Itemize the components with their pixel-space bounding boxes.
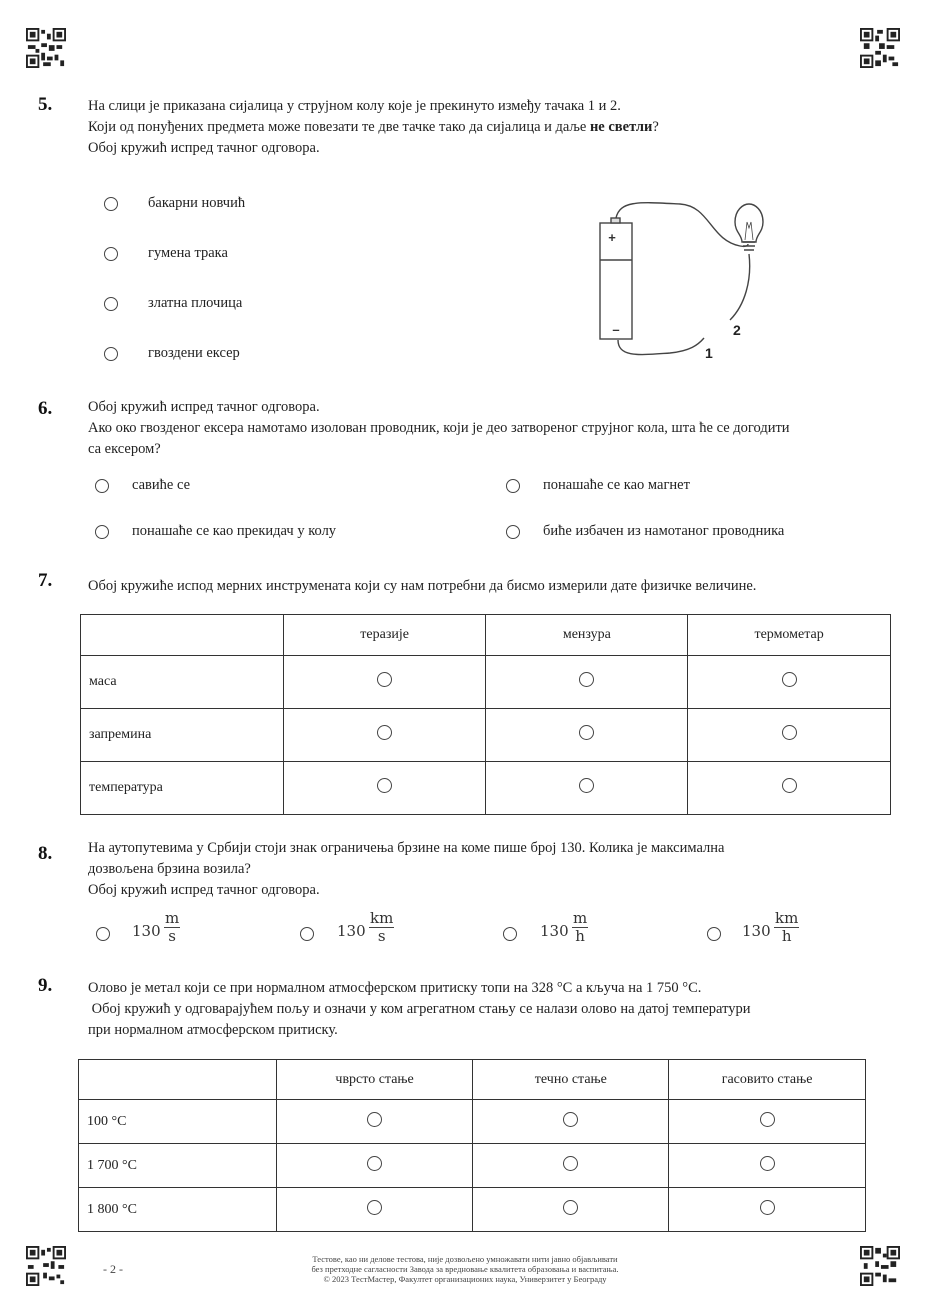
battery-minus-label: – bbox=[612, 322, 620, 337]
question-9-number: 9. bbox=[38, 975, 53, 996]
q5-option-2-radio[interactable] bbox=[104, 247, 118, 261]
page-number: - 2 - bbox=[103, 1262, 123, 1276]
q6-option-2-label: понашаће се као магнет bbox=[543, 477, 690, 493]
q8-option-4-radio[interactable] bbox=[707, 927, 721, 941]
footer-copyright: Тестове, као ни делове тестова, није дозвољено умножавати нити јавно објављивати без претходне сагласности Завода за вредновање квалитета образовања и васпитања. © 2023 ТестМастер, Факултет организационих наука, Универзитет у Београду bbox=[311, 1254, 619, 1284]
q5-option-3-label: златна плочица bbox=[148, 295, 243, 311]
q5-option-3-radio[interactable] bbox=[104, 297, 118, 311]
answer-radio[interactable] bbox=[563, 1156, 578, 1171]
q8-option-1-value: 130 m s bbox=[132, 909, 180, 945]
question-5-text bbox=[88, 96, 659, 159]
row-label: температура bbox=[81, 762, 284, 815]
answer-radio[interactable] bbox=[367, 1156, 382, 1171]
q5-option-4-radio[interactable] bbox=[104, 347, 118, 361]
question-7-text: Обој кружиће испод мерних инструмената који су нам потребни да бисмо измерили дате физичке величине. bbox=[88, 578, 757, 594]
question-9-text bbox=[88, 978, 751, 1041]
wire-plus bbox=[616, 203, 748, 247]
question-8-line-1: На аутопутевима у Србији стоји знак ограничења брзине на коме пише број 130. Колика је максимална bbox=[88, 840, 725, 856]
qr-code-icon bbox=[860, 1246, 900, 1286]
answer-radio[interactable] bbox=[782, 778, 797, 793]
question-6-number: 6. bbox=[38, 398, 53, 419]
answer-radio[interactable] bbox=[760, 1156, 775, 1171]
answer-radio[interactable] bbox=[760, 1200, 775, 1215]
answer-radio[interactable] bbox=[782, 672, 797, 687]
question-9-line-2: Обој кружић у одговарајућем пољу и означи у ком агрегатном стању се налази олово на датој температури bbox=[88, 1001, 751, 1017]
qr-code-icon bbox=[860, 28, 900, 68]
q6-option-3-radio[interactable] bbox=[95, 525, 109, 539]
q8-option-2-radio[interactable] bbox=[300, 927, 314, 941]
q9-table bbox=[78, 1059, 866, 1232]
answer-radio[interactable] bbox=[367, 1200, 382, 1215]
row-label: 1 800 °C bbox=[79, 1188, 277, 1232]
battery-plus-label: + bbox=[608, 230, 616, 245]
answer-radio[interactable] bbox=[367, 1112, 382, 1127]
q8-option-3-value: 130 m h bbox=[540, 909, 588, 945]
answer-radio[interactable] bbox=[377, 725, 392, 740]
table-header-cell: теразије bbox=[283, 615, 486, 656]
q8-option-3-radio[interactable] bbox=[503, 927, 517, 941]
q6-option-4-radio[interactable] bbox=[506, 525, 520, 539]
table-row bbox=[79, 1188, 866, 1232]
emphasis-text: не светли bbox=[589, 119, 653, 135]
q6-option-2-radio[interactable] bbox=[506, 479, 520, 493]
q8-option-1-radio[interactable] bbox=[96, 927, 110, 941]
question-5-line-1: На слици је приказана сијалица у струјном колу које је прекинуто између тачака 1 и 2. bbox=[88, 98, 621, 114]
q7-table bbox=[80, 614, 891, 815]
row-label: маса bbox=[81, 656, 284, 709]
qr-code-icon bbox=[26, 28, 66, 68]
point-2-label: 2 bbox=[733, 322, 741, 338]
table-header-cell bbox=[79, 1060, 277, 1100]
table-header-cell: термометар bbox=[688, 615, 891, 656]
question-8-line-3: Обој кружић испред тачног одговора. bbox=[88, 882, 320, 898]
point-1-label: 1 bbox=[705, 345, 713, 361]
row-label: запремина bbox=[81, 709, 284, 762]
question-6-line-3: са ексером? bbox=[88, 441, 161, 457]
q5-option-4-label: гвоздени ексер bbox=[148, 345, 240, 361]
question-6-line-1: Обој кружић испред тачног одговора. bbox=[88, 399, 320, 415]
question-7-number: 7. bbox=[38, 570, 53, 591]
answer-radio[interactable] bbox=[563, 1112, 578, 1127]
question-8-line-2: дозвољена брзина возила? bbox=[88, 861, 251, 877]
question-5-line-2: Који од понуђених предмета може повезати те две тачке тако да сијалица и даље не светли? bbox=[88, 119, 659, 135]
table-header-cell bbox=[81, 615, 284, 656]
q5-option-1-label: бакарни новчић bbox=[148, 195, 246, 211]
table-header-cell: гасовито стање bbox=[669, 1060, 866, 1100]
question-6-text bbox=[88, 397, 790, 460]
question-9-line-3: при нормалном атмосферском притиску. bbox=[88, 1022, 338, 1038]
question-8-number: 8. bbox=[38, 843, 53, 864]
q6-option-1-label: савиће се bbox=[132, 477, 191, 493]
answer-radio[interactable] bbox=[579, 672, 594, 687]
answer-radio[interactable] bbox=[377, 672, 392, 687]
question-5-number: 5. bbox=[38, 94, 53, 115]
question-9-line-1: Олово је метал који се при нормалном атмосферском притиску топи на 328 °C а кључа на 1 750 °C. bbox=[88, 980, 702, 996]
q8-option-2-value: 130 km s bbox=[337, 909, 394, 945]
q5-option-1-radio[interactable] bbox=[104, 197, 118, 211]
table-header-cell: течно стање bbox=[473, 1060, 669, 1100]
table-header-cell: чврсто стање bbox=[276, 1060, 473, 1100]
q6-option-1-radio[interactable] bbox=[95, 479, 109, 493]
wire-bulb bbox=[730, 254, 750, 320]
q5-option-2-label: гумена трака bbox=[148, 245, 228, 261]
table-header-row bbox=[81, 615, 891, 656]
question-5-line-3: Обој кружић испред тачног одговора. bbox=[88, 140, 320, 156]
q8-option-4-value: 130 km h bbox=[742, 909, 799, 945]
table-row bbox=[81, 762, 891, 815]
light-bulb-icon bbox=[735, 204, 763, 250]
question-6-line-2: Ако око гвозденог ексера намотамо изолован проводник, који је део затвореног струјног кола, шта ће се догодити bbox=[88, 420, 790, 436]
circuit-diagram bbox=[580, 180, 800, 370]
answer-radio[interactable] bbox=[377, 778, 392, 793]
answer-radio[interactable] bbox=[563, 1200, 578, 1215]
table-row bbox=[81, 656, 891, 709]
answer-radio[interactable] bbox=[760, 1112, 775, 1127]
table-header-row bbox=[79, 1060, 866, 1100]
row-label: 100 °C bbox=[79, 1100, 277, 1144]
table-header-cell: мензура bbox=[486, 615, 688, 656]
table-row bbox=[79, 1144, 866, 1188]
answer-radio[interactable] bbox=[579, 778, 594, 793]
table-row bbox=[81, 709, 891, 762]
q6-option-4-label: биће избачен из намотаног проводника bbox=[543, 523, 785, 539]
question-8-text bbox=[88, 838, 724, 901]
row-label: 1 700 °C bbox=[79, 1144, 277, 1188]
answer-radio[interactable] bbox=[782, 725, 797, 740]
answer-radio[interactable] bbox=[579, 725, 594, 740]
q6-option-3-label: понашаће се као прекидач у колу bbox=[132, 523, 337, 539]
table-row bbox=[79, 1100, 866, 1144]
qr-code-icon bbox=[26, 1246, 66, 1286]
wire-minus bbox=[618, 338, 704, 355]
